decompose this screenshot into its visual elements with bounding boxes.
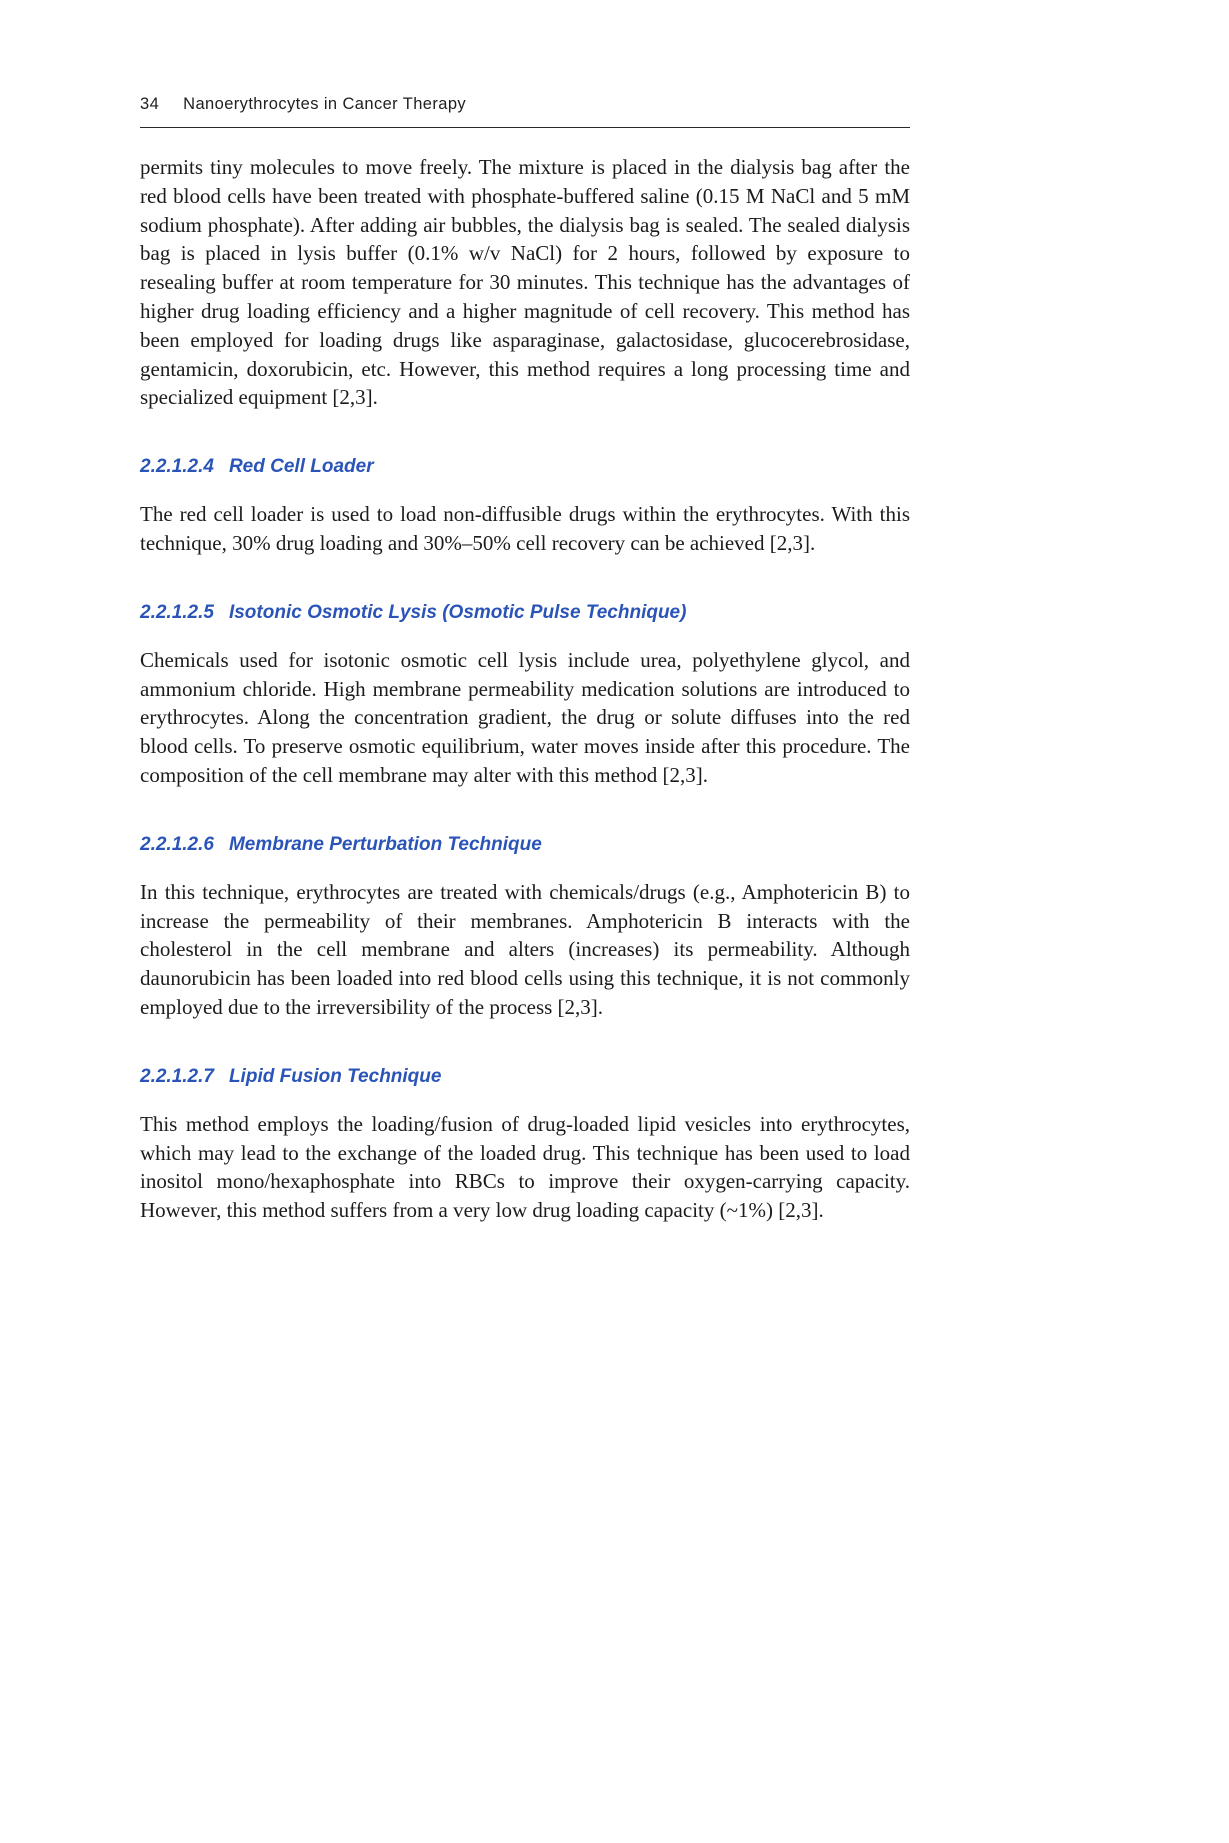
intro-paragraph: permits tiny molecules to move freely. The mixture is placed in the dialysis bag after the red blood cells have been treated with phosphate-buffered saline (0.15 M NaCl and 5 mM sodium phosphate). After adding air bubbles, the dialysis bag is sealed. The sealed dialysis bag is placed in lysis buffer (0.1% w/v NaCl) for 2 hours, followed by exposure to resealing buffer at room temperature for 30 minutes. This technique has the advantages of higher drug loading efficiency and a higher magnitude of cell recovery. This method has been employed for loading drugs like asparaginase, galactosidase, glucocerebrosidase, gentamicin, doxorubicin, etc. However, this method requires a long processing time and specialized equipment [2,3].	[140, 155, 910, 410]
section-title: Isotonic Osmotic Lysis (Osmotic Pulse Technique)	[228, 601, 687, 623]
running-header	[140, 95, 910, 128]
section-number: 2.2.1.2.5	[140, 601, 214, 623]
section-body-lipid-fusion: This method employs the loading/fusion of drug-loaded lipid vesicles into erythrocytes, which may lead to the exchange of the loaded drug. This technique has been used to load inositol mono/hexaphosphate into RBCs to improve their oxygen-carrying capacity. However, this method suffers from a very low drug loading capacity (~1%) [2,3].	[140, 1111, 910, 1223]
section-body-membrane-perturbation: In this technique, erythrocytes are treated with chemicals/drugs (e.g., Amphotericin B) to increase the permeability of their membranes. Amphotericin B interacts with the cholesterol in the cell membrane and alters (increases) its permeability. Although daunorubicin has been loaded into red blood cells using this technique, it is not commonly employed due to the irreversibility of the process [2,3].	[140, 879, 910, 1019]
section-heading-membrane-perturbation	[140, 834, 910, 856]
section-heading-lipid-fusion	[140, 1066, 910, 1088]
page-content	[140, 95, 910, 1225]
section-number: 2.2.1.2.4	[140, 456, 214, 478]
section-heading-red-cell-loader	[140, 456, 910, 478]
section-title: Lipid Fusion Technique	[228, 1065, 442, 1087]
section-heading-isotonic-osmotic-lysis	[140, 602, 910, 624]
page-number: 34	[140, 95, 160, 113]
section-number: 2.2.1.2.7	[140, 1065, 214, 1087]
section-title: Red Cell Loader	[228, 456, 374, 478]
running-title: Nanoerythrocytes in Cancer Therapy	[183, 95, 467, 113]
section-body-isotonic-osmotic-lysis: Chemicals used for isotonic osmotic cell lysis include urea, polyethylene glycol, and ammonium chloride. High membrane permeability medication solutions are introduced to erythrocytes. Along the concentration gradient, the drug or solute diffuses into the red blood cells. To preserve osmotic equilibrium, water moves inside after this procedure. The composition of the cell membrane may alter with this method [2,3].	[140, 647, 910, 787]
section-body-red-cell-loader: The red cell loader is used to load non-diffusible drugs within the erythrocytes. With this technique, 30% drug loading and 30%–50% cell recovery can be achieved [2,3].	[140, 502, 910, 555]
section-title: Membrane Perturbation Technique	[228, 833, 542, 855]
section-number: 2.2.1.2.6	[140, 833, 214, 855]
